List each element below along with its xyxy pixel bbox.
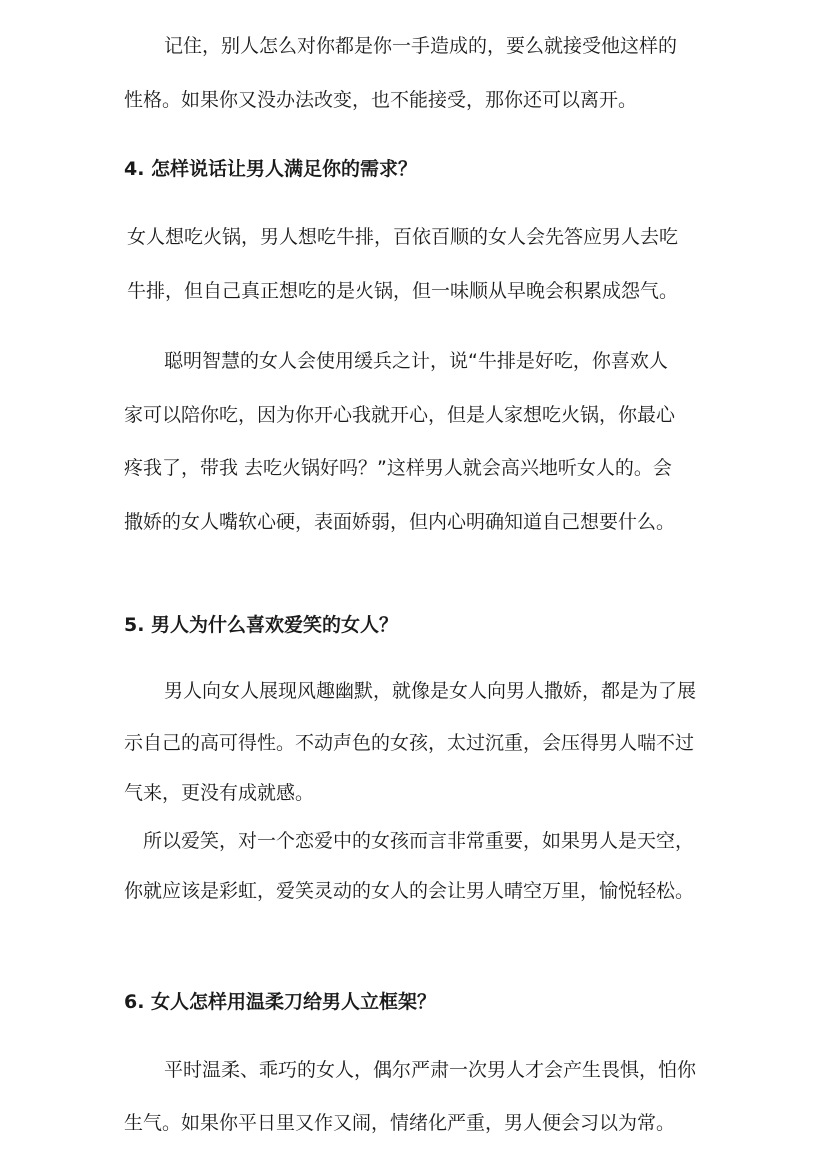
section-heading-6: 6. 女人怎样用温柔刀给男人立框架？ [124, 991, 437, 1013]
paragraph-line: 女人想吃火锅，男人想吃牛排，百依百顺的女人会先答应男人去吃 [127, 226, 679, 248]
paragraph-line: 所以爱笑，对一个恋爱中的女孩而言非常重要，如果男人是天空， [143, 830, 695, 852]
paragraph-line: 聪明智慧的女人会使用缓兵之计，说“牛排是好吃，你喜欢人 [164, 350, 668, 372]
paragraph-line: 平时温柔、乖巧的女人，偶尔严肃一次男人才会产生畏惧，怕你 [164, 1059, 697, 1081]
paragraph-line: 男人向女人展现风趣幽默，就像是女人向男人撒娇，都是为了展 [164, 680, 697, 702]
paragraph-line: 性格。如果你又没办法改变，也不能接受，那你还可以离开。 [124, 89, 638, 111]
section-heading-5: 5. 男人为什么喜欢爱笑的女人？ [124, 614, 399, 636]
paragraph-line: 牛排，但自己真正想吃的是火锅，但一味顺从早晚会积累成怨气。 [127, 280, 679, 302]
section-heading-4: 4. 怎样说话让男人满足你的需求？ [124, 158, 418, 180]
paragraph-line: 示自己的高可得性。不动声色的女孩，太过沉重，会压得男人喘不过 [124, 732, 695, 754]
paragraph-line: 你就应该是彩虹，爱笑灵动的女人的会让男人晴空万里，愉悦轻松。 [124, 880, 695, 902]
paragraph-line: 撒娇的女人嘴软心硬，表面娇弱，但内心明确知道自己想要什么。 [124, 511, 676, 533]
paragraph-line: 生气。如果你平日里又作又闹，情绪化严重，男人便会习以为常。 [124, 1112, 676, 1134]
paragraph-line: 疼我了，带我 去吃火锅好吗？”这样男人就会高兴地听女人的。会 [124, 457, 672, 479]
paragraph-line: 记住，别人怎么对你都是你一手造成的，要么就接受他这样的 [164, 35, 678, 57]
paragraph-line: 家可以陪你吃，因为你开心我就开心，但是人家想吃火锅，你最心 [124, 404, 676, 426]
paragraph-line: 气来，更没有成就感。 [124, 782, 315, 804]
